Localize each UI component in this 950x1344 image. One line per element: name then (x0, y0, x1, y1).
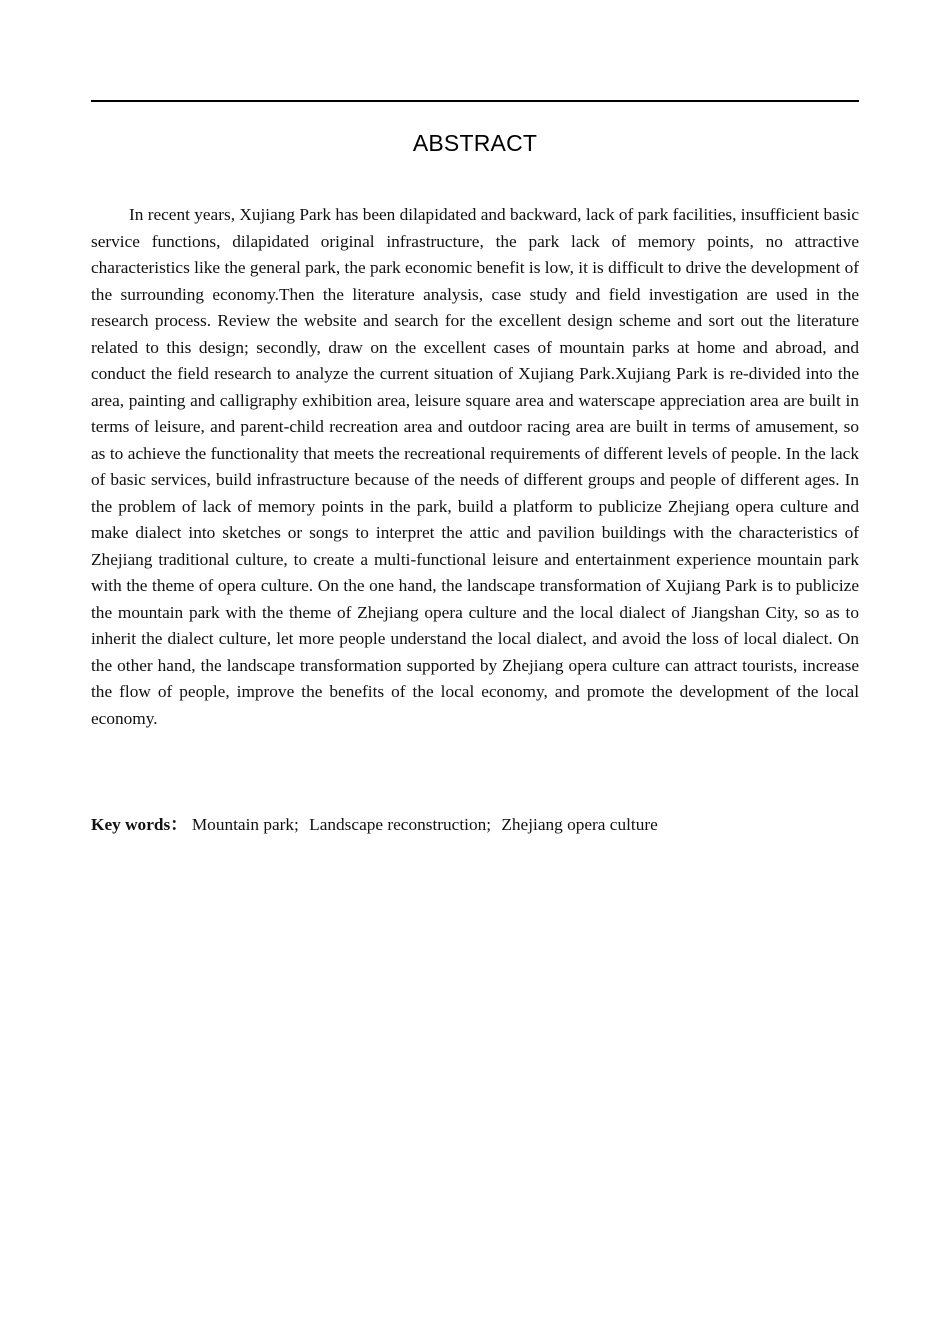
keyword-item: Zhejiang opera culture (501, 815, 658, 834)
keywords-line (91, 812, 859, 838)
abstract-body: In recent years, Xujiang Park has been dilapidated and backward, lack of park facilities, insufficient basic service functions, dilapidated original infrastructure, the park lack of memory points, no attractive characteristics like the general park, the park economic benefit is low, it is difficult to drive the development of the surrounding economy.Then the literature analysis, case study and field investigation are used in the research process. Review the website and search for the excellent design scheme and sort out the literature related to this design; secondly, draw on the excellent cases of mountain parks at home and abroad, and conduct the field research to analyze the current situation of Xujiang Park.Xujiang Park is re-divided into the area, painting and calligraphy exhibition area, leisure square area and waterscape appreciation area are built in terms of leisure, and parent-child recreation area and outdoor racing area are built in terms of amusement, so as to achieve the functionality that meets the recreational requirements of different levels of people. In the lack of basic services, build infrastructure because of the needs of different groups and people of different ages. In the problem of lack of memory points in the park, build a platform to publicize Zhejiang opera culture and make dialect into sketches or songs to interpret the attic and pavilion buildings with the characteristics of Zhejiang traditional culture, to create a multi-functional leisure and entertainment experience mountain park with the theme of opera culture. On the one hand, the landscape transformation of Xujiang Park is to publicize the mountain park with the theme of Zhejiang opera culture and the local dialect of Jiangshan City, so as to inherit the dialect culture, let more people understand the local dialect, and avoid the loss of local dialect. On the other hand, the landscape transformation supported by Zhejiang opera culture can attract tourists, increase the flow of people, improve the benefits of the local economy, and promote the development of the local economy. (91, 205, 860, 728)
abstract-title: ABSTRACT (412, 130, 538, 156)
header-rule (91, 100, 859, 102)
keywords-label: Key words： (91, 815, 188, 834)
keyword-item: Landscape reconstruction; (309, 815, 492, 834)
keyword-item: Mountain park; (191, 815, 299, 834)
document-page (91, 0, 859, 1344)
